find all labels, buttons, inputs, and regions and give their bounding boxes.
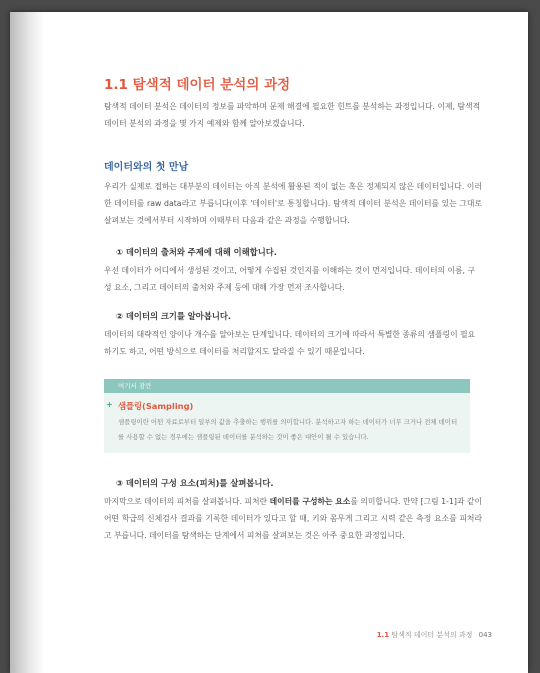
page-footer <box>377 630 492 640</box>
step-1-text: 우선 데이터가 어디에서 생성된 것이고, 어떻게 수집된 것인지를 이해하는 것이 먼저입니다. 데이터의 이름, 구성 요소, 그리고 데이터의 출처와 주제 등에 대해 가장 먼저 조사합니다. <box>104 266 476 292</box>
plus-icon: + <box>106 400 113 409</box>
step-1-heading: ① 데이터의 출처와 주제에 대해 이해합니다. <box>116 247 277 257</box>
section-intro-paragraph: 우리가 실제로 접하는 대부분의 데이터는 아직 분석에 활용된 적이 없는 혹은 정제되지 않은 데이터입니다. 이러한 데이터를 raw data라고 부릅니다(이후 '데이터'로 통칭합니다). 탐색적 데이터 분석은 데이터를 있는 그대로 살펴보는 것에서부터 시작하며 이때부터 다음과 같은 과정을 수행합니다. <box>104 182 482 225</box>
tip-description: 샘플링이란 어떤 자료로부터 일부의 값을 추출하는 행위를 의미합니다. 분석하고자 하는 데이터가 너무 크거나 전체 데이터를 사용할 수 없는 경우에는 샘플링된 데이터를 분석하는 것이 좋은 대안이 될 수 있습니다. <box>118 418 458 441</box>
step-2-heading: ② 데이터의 크기를 알아봅니다. <box>116 311 232 321</box>
step-3-text-start: 마지막으로 데이터의 피처를 살펴봅니다. 피처란 <box>104 497 270 506</box>
tip-box <box>104 379 470 453</box>
chapter-title: 1.1 탐색적 데이터 분석의 과정 <box>104 77 291 93</box>
step-3-heading: ③ 데이터의 구성 요소(피처)를 살펴봅니다. <box>116 478 274 488</box>
tip-term: 샘플링(Sampling) <box>118 401 194 411</box>
book-page <box>10 12 528 673</box>
footer-section-number: 1.1 <box>376 631 390 639</box>
intro-paragraph: 탐색적 데이터 분석은 데이터의 정보를 파악하며 문제 해결에 필요한 힌트를 분석하는 과정입니다. 이제, 탐색적 데이터 분석의 과정을 몇 가지 예제와 함께 알아보겠습니다. <box>104 102 481 128</box>
step-3-text <box>104 493 482 544</box>
page-number: 043 <box>478 631 492 639</box>
step-3-text-bold: 데이터를 구성하는 요소 <box>269 497 351 506</box>
tip-label: 여기서 잠깐 <box>104 379 470 393</box>
footer-section-title: 탐색적 데이터 분석의 과정 <box>391 631 473 639</box>
step-2-text: 데이터의 대략적인 양이나 개수를 알아보는 단계입니다. 데이터의 크기에 따라서 특별한 종류의 샘플링이 필요하기도 하고, 어떤 방식으로 데이터를 처리할지도 달라질 수 있기 때문입니다. <box>104 330 476 356</box>
section-heading: 데이터와의 첫 만남 <box>104 162 189 173</box>
page-gutter-shadow <box>10 12 44 673</box>
step-3-text-end: 를 의미합니다. 만약 [그림 1-1]과 같이 어떤 학급의 신체검사 결과를 기록한 데이터가 있다고 할 때, 키와 몸무게 그리고 시력 같은 측정 요소를 피처라고 부릅니다. 데이터를 탐색하는 단계에서 피처를 살펴보는 것은 아주 중요한 과정입니다. <box>104 497 482 540</box>
